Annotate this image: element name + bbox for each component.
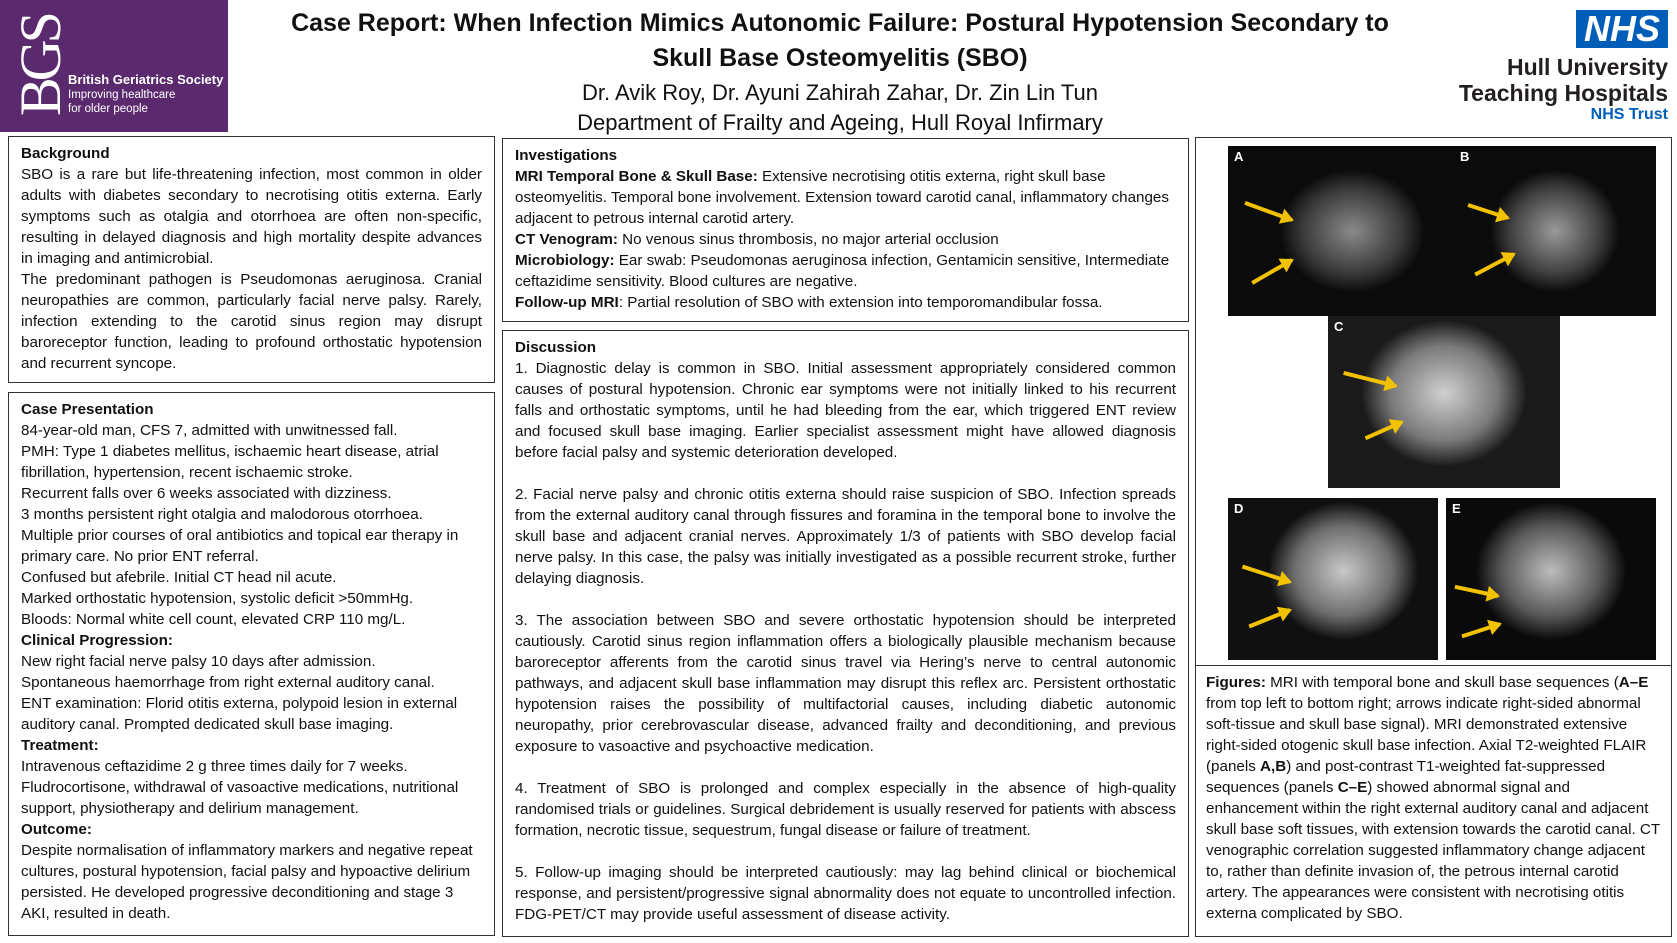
poster-header xyxy=(280,6,1400,138)
case-line: Bloods: Normal white cell count, elevated CRP 110 mg/L. xyxy=(21,611,406,628)
discussion-point-4: 4. Treatment of SBO is prolonged and complex especially in the absence of high-quality randomised trials or guidelines. Surgical debridement is usually reserved for patients with abscess formation, necrotic tissue, sequestrum, fungal disease or failure of treatment. xyxy=(515,780,1176,839)
caption-text: from top left to bottom right; arrows indicate right-sided abnormal soft-tissue and skull base signal). MRI demonstrated extensive right-sided otogenic skull base infection. Axial T2-weighted FLAIR (panels xyxy=(1206,695,1647,775)
mri-panel-c xyxy=(1328,316,1560,488)
caption-bold: C–E xyxy=(1337,779,1368,796)
case-heading: Case Presentation xyxy=(21,401,154,418)
progression-line: New right facial nerve palsy 10 days after admission. xyxy=(21,653,376,670)
background-paragraph-1: SBO is a rare but life-threatening infection, most common in older adults with diabetes secondary to necrotising otitis externa. Early symptoms such as otalgia and otorrhoea are often non-specific, resulting in delayed diagnosis and high mortality despite advances in imaging and antimicrobial. xyxy=(21,166,482,267)
investigation-item xyxy=(515,229,1176,250)
panel-label: B xyxy=(1460,149,1470,164)
investigation-label: Follow-up MRI xyxy=(515,294,619,311)
arrow-indicator xyxy=(1455,585,1499,598)
mri-panel-d xyxy=(1228,498,1438,660)
nhs-logo xyxy=(1440,10,1668,125)
bgs-logo-mark: BGS xyxy=(8,15,73,117)
arrow-indicator xyxy=(1474,252,1515,276)
arrow-indicator xyxy=(1365,420,1403,440)
outcome-heading: Outcome: xyxy=(21,821,92,838)
nhs-org-line-3: NHS Trust xyxy=(1590,106,1668,123)
bgs-logo-tagline-2: for older people xyxy=(68,103,148,115)
panel-label: A xyxy=(1234,149,1244,164)
discussion-point-2: 2. Facial nerve palsy and chronic otitis externa should raise suspicion of SBO. Infection spreads from the external auditory canal through fissures and foramina in the temporal bone to involve the skull base and adjacent cranial nerves. Approximately 1/3 of patients with SBO develop facial nerve palsy. In this case, the palsy was initially investigated as a possible recurrent stroke, further delaying diagnosis. xyxy=(515,486,1176,587)
arrow-indicator xyxy=(1244,201,1292,222)
case-line: 3 months persistent right otalgia and malodorous otorrhoea. xyxy=(21,506,423,523)
treatment-line: Intravenous ceftazidime 2 g three times daily for 7 weeks. xyxy=(21,758,408,775)
mri-panel-e xyxy=(1446,498,1656,660)
case-line: 84-year-old man, CFS 7, admitted with unwitnessed fall. xyxy=(21,422,398,439)
mri-panel-a xyxy=(1228,146,1454,316)
case-line: Confused but afebrile. Initial CT head nil acute. xyxy=(21,569,337,586)
case-line: Multiple prior courses of oral antibiotics and topical ear therapy in primary care. No prior ENT referral. xyxy=(21,527,459,565)
discussion-point-1: 1. Diagnostic delay is common in SBO. Initial assessment appropriately considered common causes of postural hypotension. Chronic ear symptoms were not initially linked to his recurrent falls and orthostatic symptoms, until he had bleeding from the ear, which triggered ENT review and focused skull base imaging. Earlier specialist assessment might have allowed diagnosis before facial palsy and systemic deterioration developed. xyxy=(515,360,1176,461)
investigation-item xyxy=(515,166,1176,229)
investigation-label: MRI Temporal Bone & Skull Base: xyxy=(515,168,758,185)
nhs-org-line-1: Hull University xyxy=(1506,54,1668,80)
mri-panel-b xyxy=(1454,146,1656,316)
investigation-text: No venous sinus thrombosis, no major arterial occlusion xyxy=(617,231,999,248)
arrow-indicator xyxy=(1461,622,1500,638)
investigation-label: Microbiology: xyxy=(515,252,615,269)
caption-text: ) and post-contrast T1-weighted fat-suppressed sequences (panels xyxy=(1206,758,1606,796)
arrow-indicator xyxy=(1248,608,1290,628)
arrow-indicator xyxy=(1467,203,1508,220)
discussion-point-3: 3. The association between SBO and severe orthostatic hypotension should be interpreted cautiously. Carotid sinus region inflammation offers a biologically plausible mechanism because baroreceptor afferents from the carotid sinus travel via Hering’s nerve to central autonomic pathways, and adjacent skull base inflammation may disrupt this reflex arc. Persistent orthostatic hypotension raises the possibility of multifactorial causes, including diabetic autonomic neuropathy, prior cerebrovascular disease, advanced frailty and deconditioning, and previous exposure to vasoactive and psychoactive medication. xyxy=(515,612,1176,755)
caption-bold: A,B xyxy=(1260,758,1287,775)
case-line: Marked orthostatic hypotension, systolic deficit >50mmHg. xyxy=(21,590,414,607)
progression-line: Spontaneous haemorrhage from right external auditory canal. xyxy=(21,674,435,691)
poster-department: Department of Frailty and Ageing, Hull Royal Infirmary xyxy=(577,110,1103,135)
investigations-heading: Investigations xyxy=(515,147,618,164)
case-line: Recurrent falls over 6 weeks associated with dizziness. xyxy=(21,485,392,502)
progression-line: ENT examination: Florid otitis externa, polypoid lesion in external auditory canal. Prompted dedicated skull base imaging. xyxy=(21,695,458,733)
arrow-indicator xyxy=(1251,258,1293,284)
discussion-section xyxy=(502,330,1189,937)
bgs-logo-tagline-1: Improving healthcare xyxy=(68,89,176,101)
figures-section xyxy=(1195,137,1672,937)
panel-label: E xyxy=(1452,501,1461,516)
panel-label: C xyxy=(1334,319,1344,334)
caption-bold: Figures: xyxy=(1206,674,1266,691)
investigation-text: Extensive necrotising otitis externa, right skull base osteomyelitis. Temporal bone involvement. Extension toward carotid canal, inflammatory changes adjacent to petrous internal carotid artery. xyxy=(515,168,1169,227)
caption-text: ) showed abnormal signal and enhancement within the right external auditory canal and adjacent skull base soft tissues, with extension towards the carotid canal. CT venographic correlation suggested inflammatory change adjacent to, rather than definite invasion of, the petrous internal carotid artery. The appearances were consistent with necrotising otitis externa complicated by SBO. xyxy=(1206,779,1660,922)
figure-caption xyxy=(1196,665,1671,930)
nhs-badge: NHS xyxy=(1576,10,1668,48)
background-section xyxy=(8,136,495,383)
discussion-heading: Discussion xyxy=(515,339,597,356)
investigation-text: : Partial resolution of SBO with extension into temporomandibular fossa. xyxy=(618,294,1103,311)
case-line: PMH: Type 1 diabetes mellitus, ischaemic heart disease, atrial fibrillation, hypertension, recent ischaemic stroke. xyxy=(21,443,439,481)
outcome-text: Despite normalisation of inflammatory markers and negative repeat cultures, postural hypotension, facial palsy and hypoactive delirium persisted. He developed progressive deconditioning and stage 3 AKI, resulted in death. xyxy=(21,842,473,922)
investigation-label: CT Venogram: xyxy=(515,231,618,248)
background-paragraph-2: The predominant pathogen is Pseudomonas aeruginosa. Cranial neuropathies are common, particularly facial nerve palsy. Rarely, infection extending to the carotid sinus region may disrupt baroreceptor function, leading to profound orthostatic hypotension and recurrent syncope. xyxy=(21,271,482,372)
panel-label: D xyxy=(1234,501,1244,516)
bgs-logo-name: British Geriatrics Society xyxy=(68,72,224,87)
arrow-indicator xyxy=(1343,371,1396,388)
arrow-indicator xyxy=(1242,565,1291,584)
investigations-section xyxy=(502,138,1189,322)
bgs-logo xyxy=(0,0,228,132)
poster-authors: Dr. Avik Roy, Dr. Ayuni Zahirah Zahar, Dr. Zin Lin Tun xyxy=(581,80,1098,105)
poster-title: Case Report: When Infection Mimics Autonomic Failure: Postural Hypotension Secondary to Skull Base Osteomyelitis (SBO) xyxy=(291,9,1389,72)
background-heading: Background xyxy=(21,145,110,162)
nhs-org-line-2: Teaching Hospitals xyxy=(1458,80,1668,106)
investigation-item xyxy=(515,250,1176,292)
caption-text: MRI with temporal bone and skull base sequences ( xyxy=(1265,674,1619,691)
treatment-heading: Treatment: xyxy=(21,737,99,754)
investigation-item xyxy=(515,292,1176,313)
case-presentation-section xyxy=(8,392,495,936)
caption-bold: A–E xyxy=(1618,674,1649,691)
investigation-text: Ear swab: Pseudomonas aeruginosa infection, Gentamicin sensitive, Intermediate ceftazidime sensitivity. Blood cultures are negative. xyxy=(515,252,1170,290)
discussion-point-5: 5. Follow-up imaging should be interpreted cautiously: may lag behind clinical or biochemical response, and persistent/progressive signal abnormality does not equate to uncontrolled infection. FDG-PET/CT may provide useful assessment of disease activity. xyxy=(515,864,1176,923)
progression-heading: Clinical Progression: xyxy=(21,632,173,649)
treatment-line: Fludrocortisone, withdrawal of vasoactive medications, nutritional support, physiotherapy and delirium management. xyxy=(21,779,459,817)
